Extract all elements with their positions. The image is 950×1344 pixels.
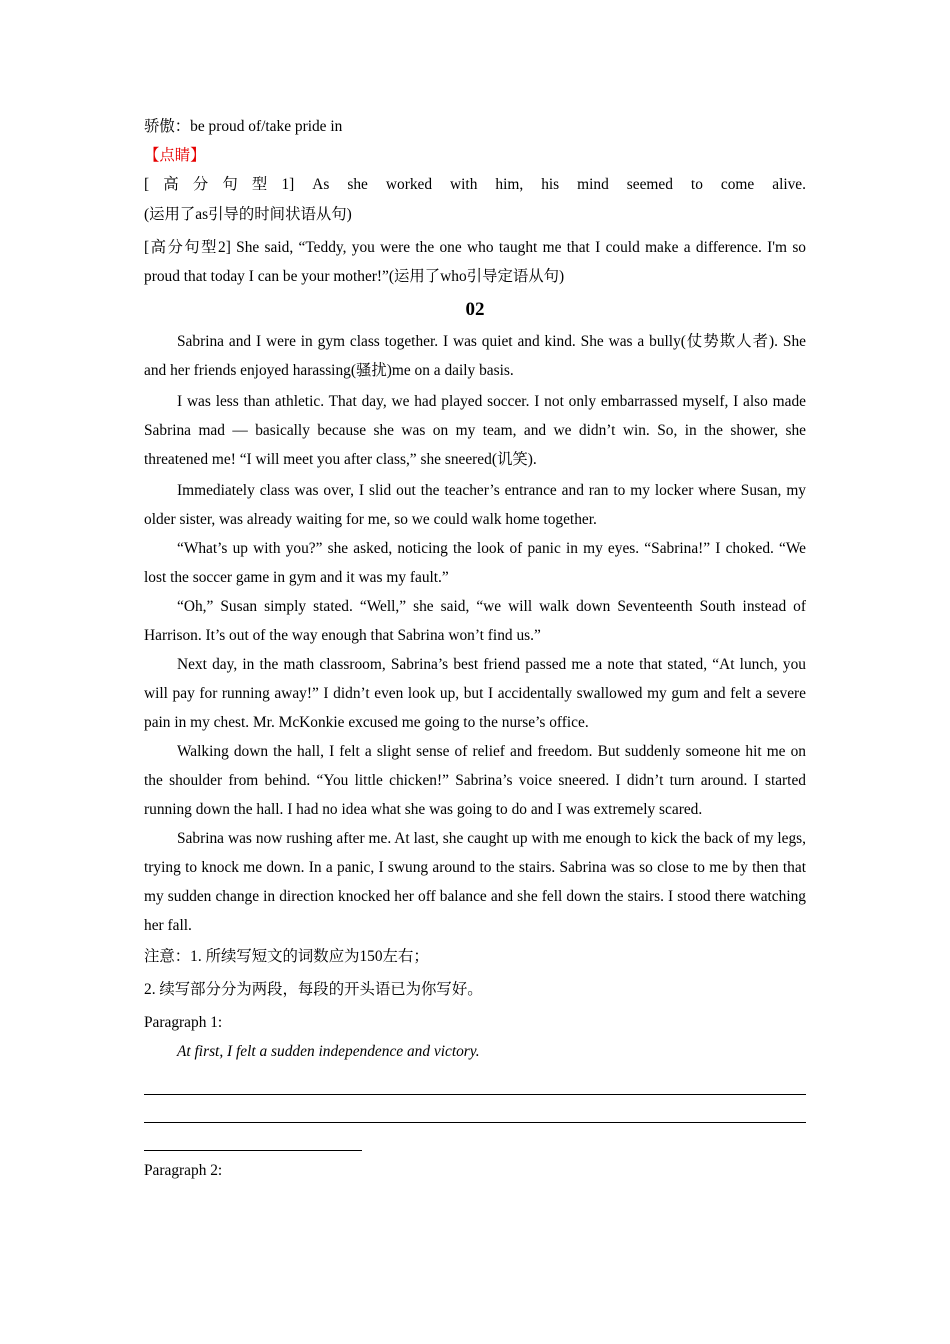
story-paragraph-7: Walking down the hall, I felt a slight sense of relief and freedom. But suddenly someone hit me on the shoulder from behind. “You little chicken!” Sabrina’s voice sneered. I didn’t turn around. I started running down the hall. I had no idea what she was going to do and I was extremely scared. [144,743,806,818]
sentence-pattern-2: [高分句型2] She said, “Teddy, you were the one who taught me that I could make a difference. I'm so proud that today I can be your mother!”(运用了who引导定语从句) [144,239,806,285]
story-paragraph-5: “Oh,” Susan simply stated. “Well,” she said, “we will walk down Seventeenth South instead of Harrison. It’s out of the way enough that Sabrina won’t find us.” [144,598,806,644]
answer-line-2[interactable] [144,1095,806,1123]
note-2: 2. 续写部分分为两段，每段的开头语已为你写好。 [144,981,483,998]
vocab-line: 骄傲：be proud of/take pride in [144,118,343,135]
document-page [144,112,806,1185]
story-paragraph-4: “What’s up with you?” she asked, noticing the look of panic in my eyes. “Sabrina!” I choked. “We lost the soccer game in gym and it was my fault.” [144,540,806,586]
sentence-pattern-1: [高分句型1] As she worked with him, his mind seemed to come alive. [144,176,806,193]
highlight-label: 【点睛】 [144,147,206,164]
answer-line-1[interactable] [144,1067,806,1095]
paragraph-2-label: Paragraph 2: [144,1162,223,1179]
story-paragraph-8: Sabrina was now rushing after me. At last, she caught up with me enough to kick the back of my legs, trying to knock me down. In a panic, I swung around to the stairs. Sabrina was so close to me by then that my sudden change in direction knocked her off balance and she fell down the stairs. I stood there watching her fall. [144,830,806,934]
story-paragraph-1: Sabrina and I were in gym class together. I was quiet and kind. She was a bully(仗势欺人者). She and her friends enjoyed harassing(骚扰)me on a daily basis. [144,333,806,379]
sentence-pattern-1-note: (运用了as引导的时间状语从句) [144,206,352,223]
paragraph-1-label: Paragraph 1: [144,1014,223,1031]
note-1: 注意：1. 所续写短文的词数应为150左右； [144,948,429,965]
section-title: 02 [465,299,485,320]
answer-line-3[interactable] [144,1123,362,1151]
story-paragraph-2: I was less than athletic. That day, we had played soccer. I not only embarrassed myself, I also made Sabrina mad — basically because she was on my team, and we didn’t win. So, in the shower, she threatened me! “I will meet you after class,” she sneered(讥笑). [144,393,806,468]
paragraph-1-opening: At first, I felt a sudden independence and victory. [177,1043,480,1060]
story-paragraph-3: Immediately class was over, I slid out the teacher’s entrance and ran to my locker where Susan, my older sister, was already waiting for me, so we could walk home together. [144,482,806,528]
story-paragraph-6: Next day, in the math classroom, Sabrina’s best friend passed me a note that stated, “At lunch, you will pay for running away!” I didn’t even look up, but I accidentally swallowed my gum and felt a severe pain in my chest. Mr. McKonkie excused me going to the nurse’s office. [144,656,806,731]
